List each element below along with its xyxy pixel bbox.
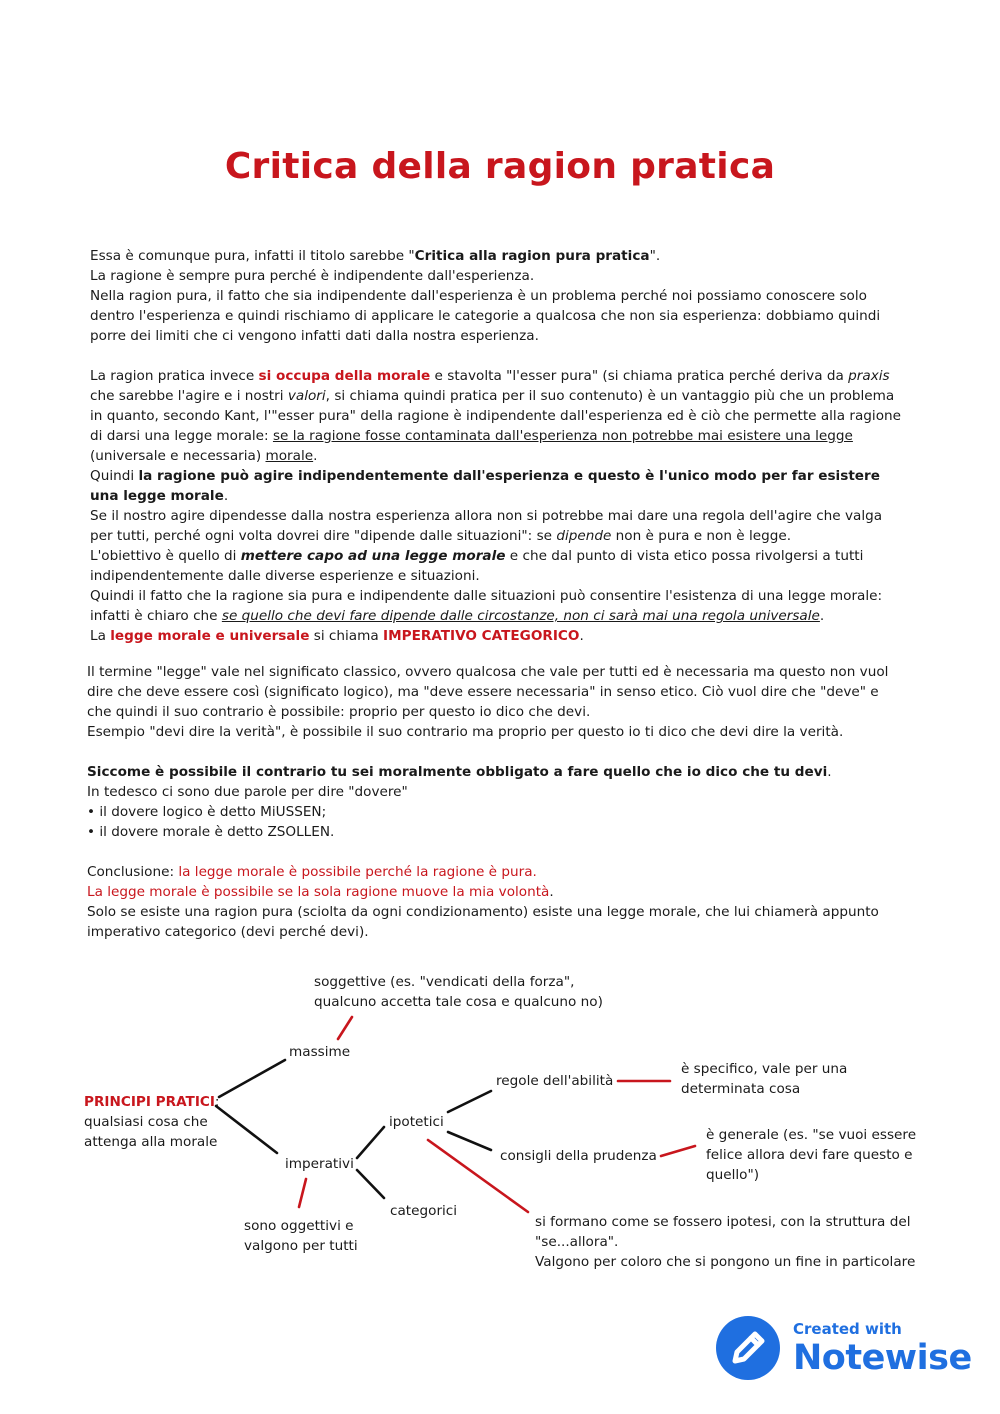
text: La <box>90 628 111 644</box>
note-connector-massime <box>338 1017 352 1039</box>
text: Il termine "legge" vale nel significato classico, ovvero qualcosa che vale per tutti ed è necessaria ma questo non vuol dire che deve essere così (significato logico), ma "deve essere necessaria" in senso etico. Ciò vuol dire che "deve" e che quindi il suo contrario è possibile: proprio per questo io dico che devi. <box>87 664 889 720</box>
text: Essa è comunque pura, infatti il titolo sarebbe " <box>90 248 415 264</box>
map-node-regole: regole dell'abilità <box>496 1073 614 1089</box>
connector-root-imperativi <box>216 1106 277 1153</box>
underlined-text: se la ragione fosse contaminata dall'esperienza non potrebbe mai esistere una legge <box>272 428 853 444</box>
map-node-regole-note <box>681 1059 847 1099</box>
text: , si chiama quindi pratica per il suo contenuto) è un vantaggio più che un problema in quanto, secondo Kant, l'"esser pura" della ragione è indipendente dall'esperienza ed è ciò che permette alla ragione di darsi una legge morale: <box>90 388 901 444</box>
map-node-oggettivi <box>244 1216 358 1256</box>
bold-text: Critica alla ragion pura pratica <box>414 248 650 264</box>
text: Se il nostro agire dipendesse dalla nostra esperienza allora non si potrebbe mai dare una regola dell'agire che valga per tutti, perché ogni volta dovrei dire "dipende dalle situazioni": se <box>90 508 883 544</box>
text: si chiama <box>309 628 384 644</box>
highlight-text: si occupa della morale <box>258 368 431 384</box>
logo-wordmark: Notewise <box>793 1338 972 1378</box>
text: soggettive (es. "vendicati della forza", <box>314 974 575 990</box>
text: è specifico, vale per una <box>681 1061 848 1077</box>
text: Quindi il fatto che la ragione sia pura e indipendente dalle situazioni può consentire l'esistenza di una legge morale: infatti è chiaro che <box>90 588 883 624</box>
text: La ragione è sempre pura perché è indipendente dall'esperienza. <box>90 268 535 284</box>
text: attenga alla morale <box>84 1134 218 1150</box>
text: qualcuno accetta tale cosa e qualcuno no) <box>314 994 603 1010</box>
map-node-massime: massime <box>289 1044 351 1060</box>
text: Quindi <box>90 468 139 484</box>
underlined-italic-text: se quello che devi fare dipende dalle circostanze, non ci sarà mai una regola universale <box>221 608 820 624</box>
connector-imperativi-ipotetici <box>357 1127 384 1158</box>
map-node-soggettive <box>314 972 603 1012</box>
connector-ipotetici-consigli <box>448 1132 491 1150</box>
bold-text: la ragione può agire indipendentemente dall'esperienza e questo è l'unico modo per far esistere una legge morale <box>90 468 880 504</box>
text: qualsiasi cosa che <box>84 1114 208 1130</box>
map-node-categorici: categorici <box>390 1203 458 1219</box>
text: Conclusione: <box>87 864 179 880</box>
text: e che dal punto di vista etico possa rivolgersi a tutti indipendentemente dalle diverse esperienze e situazioni. <box>90 548 864 584</box>
highlight-text: legge morale e universale <box>110 628 310 644</box>
text: e stavolta "l'esser pura" (si chiama pratica perché deriva da <box>430 368 849 384</box>
text: valgono per tutti <box>244 1238 358 1254</box>
map-node-consigli-note <box>706 1125 916 1185</box>
connector-ipotetici-regole <box>448 1091 491 1112</box>
list-item: • il dovere logico è detto MiUSSEN; <box>87 804 327 820</box>
italic-text: valori <box>287 388 326 404</box>
text: Solo se esiste una ragion pura (sciolta da ogni condizionamento) esiste una legge morale, che lui chiamerà appunto imperativo categorico (devi perché devi). <box>87 904 879 940</box>
note-connector-consigli <box>661 1146 695 1156</box>
map-root <box>84 1092 220 1152</box>
note-connector-imperativi <box>299 1179 306 1207</box>
connector-root-massime <box>219 1060 285 1097</box>
text: . <box>819 608 825 624</box>
underlined-text: morale <box>265 448 314 464</box>
text: . <box>549 884 554 900</box>
map-node-ipotesi-note <box>535 1212 915 1272</box>
highlight-text: IMPERATIVO CATEGORICO <box>383 628 580 644</box>
connector-imperativi-categorici <box>357 1170 384 1198</box>
italic-text: dipende <box>556 528 612 544</box>
bold-italic-text: mettere capo ad una legge morale <box>240 548 506 564</box>
text: non è pura e non è legge. <box>611 528 792 544</box>
text: . <box>223 488 229 504</box>
text: In tedesco ci sono due parole per dire "dovere" <box>87 784 408 800</box>
map-root-title: PRINCIPI PRATICI <box>84 1094 215 1110</box>
text: Valgono per coloro che si pongono un fine in particolare <box>535 1254 916 1270</box>
text: . <box>579 628 584 644</box>
list-item: • il dovere morale è detto ZSOLLEN. <box>87 824 335 840</box>
red-text: la legge morale è possibile perché la ragione è pura. <box>178 864 537 880</box>
text: si formano come se fossero ipotesi, con la struttura del <box>535 1214 911 1230</box>
text: : <box>214 1094 220 1110</box>
logo-caption: Created with <box>793 1320 902 1338</box>
text: Esempio "devi dire la verità", è possibile il suo contrario ma proprio per questo io ti dico che devi dire la verità. <box>87 724 844 740</box>
text: La ragion pratica invece <box>90 368 259 384</box>
map-node-consigli: consigli della prudenza <box>500 1148 657 1164</box>
pen-circle-icon <box>716 1316 780 1380</box>
italic-text: praxis <box>848 368 890 384</box>
text: Nella ragion pura, il fatto che sia indipendente dall'esperienza è un problema perché noi possiamo conoscere solo dentro l'esperienza e quindi rischiamo di applicare le categorie a qualcosa che non sia esperienza: dobbiamo quindi porre dei limiti che ci vengono infatti dati dalla nostra esperienza. <box>90 288 881 344</box>
text: è generale (es. "se vuoi essere <box>706 1127 917 1143</box>
text: (universale e necessaria) <box>90 448 266 464</box>
text: ". <box>649 248 661 264</box>
text: "se...allora". <box>535 1234 619 1250</box>
text: sono oggettivi e <box>244 1218 354 1234</box>
text: felice allora devi fare questo e <box>706 1147 913 1163</box>
text: determinata cosa <box>681 1081 801 1097</box>
map-node-ipotetici: ipotetici <box>389 1114 444 1130</box>
page-title: Critica della ragion pratica <box>224 146 776 187</box>
text: L'obiettivo è quello di <box>90 548 241 564</box>
notewise-logo <box>716 1316 976 1380</box>
red-text: La legge morale è possibile se la sola ragione muove la mia volontà <box>87 884 550 900</box>
bold-text: Siccome è possibile il contrario tu sei moralmente obbligato a fare quello che io dico che tu devi <box>87 764 828 780</box>
map-node-imperativi: imperativi <box>285 1156 354 1172</box>
text: quello") <box>706 1167 760 1183</box>
text: . <box>827 764 832 780</box>
text: . <box>313 448 318 464</box>
text: che sarebbe l'agire e i nostri <box>90 388 288 404</box>
